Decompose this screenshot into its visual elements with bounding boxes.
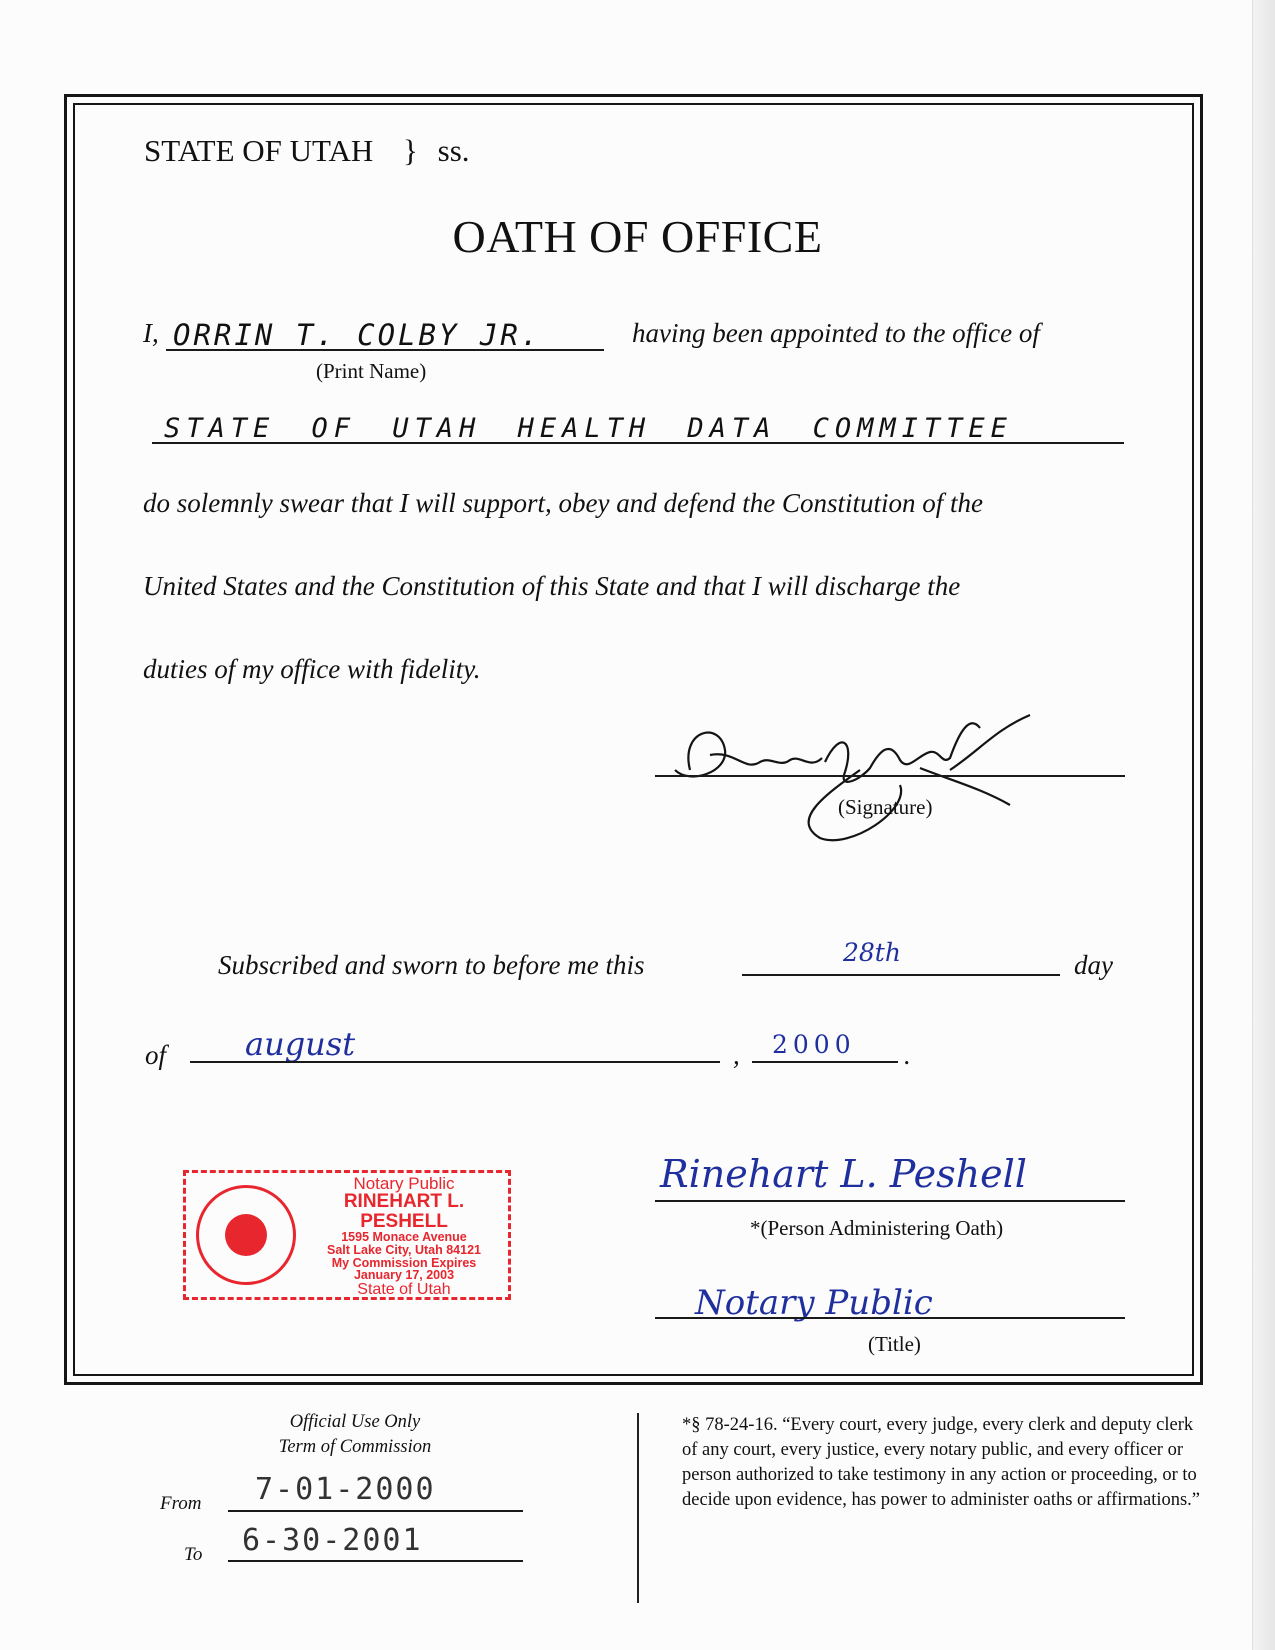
comma: , xyxy=(733,1040,740,1070)
oath-line-1: do solemnly swear that I will support, obey and defend the Constitution of the xyxy=(143,488,983,518)
official-use-heading xyxy=(175,1410,535,1460)
year-line xyxy=(752,1061,898,1063)
stamp-line-3: 1595 Monace Avenue xyxy=(341,1230,467,1245)
stamp-line-5: My Commission Expires xyxy=(331,1255,477,1270)
of-word: of xyxy=(145,1040,167,1070)
year-handwritten: 2000 xyxy=(772,1030,856,1059)
stamp-text xyxy=(304,1175,504,1298)
day-word: day xyxy=(1074,950,1113,980)
appointed-text: having been appointed to the office of xyxy=(632,318,1040,348)
to-line xyxy=(228,1560,523,1562)
stamp-line-7: State of Utah xyxy=(357,1281,451,1299)
month-line xyxy=(190,1061,720,1063)
page-title: OATH OF OFFICE xyxy=(452,211,823,262)
name-line xyxy=(166,349,604,351)
office-handwritten: STATE OF UTAH HEALTH DATA COMMITTEE xyxy=(164,413,1013,444)
brace: } xyxy=(403,133,418,168)
state-seal-icon xyxy=(196,1185,296,1285)
state-header xyxy=(144,133,470,169)
footer-divider xyxy=(637,1413,639,1603)
officer-name-handwritten: ORRIN T. COLBY JR. xyxy=(173,318,542,352)
signature-line xyxy=(655,775,1125,777)
administrator-line xyxy=(655,1200,1125,1202)
oath-line-3: duties of my office with fidelity. xyxy=(143,654,481,684)
month-handwritten: august xyxy=(245,1025,356,1063)
to-value: 6-30-2001 xyxy=(242,1523,423,1558)
from-value: 7-01-2000 xyxy=(255,1472,436,1507)
administrator-signature: Rinehart L. Peshell xyxy=(660,1152,1027,1196)
subscribed-text: Subscribed and sworn to before me this xyxy=(218,950,645,980)
stamp-line-6: January 17, 2003 xyxy=(353,1268,455,1283)
administrator-caption: *(Person Administering Oath) xyxy=(750,1216,1004,1240)
term-of-commission-line: Term of Commission xyxy=(278,1437,432,1457)
from-label: From xyxy=(160,1493,202,1514)
stamp-line-4: Salt Lake City, Utah 84121 xyxy=(326,1242,481,1257)
title-line xyxy=(655,1317,1125,1319)
oath-line-2: United States and the Constitution of this State and that I will discharge the xyxy=(143,571,961,601)
notary-stamp xyxy=(183,1170,511,1300)
from-line xyxy=(228,1510,523,1512)
statute-footnote: *§ 78-24-16. “Every court, every judge, every clerk and deputy clerk of any court, every justice, every notary public, and every officer or person authorized to take testimony in any action or proceeding, or to decide upon evidence, has power to administer oaths or affirmations.” xyxy=(682,1415,1201,1510)
title-caption: (Title) xyxy=(868,1332,921,1356)
oath-prefix: I, xyxy=(143,318,159,348)
office-line xyxy=(152,442,1124,444)
day-line xyxy=(742,974,1060,976)
period: . xyxy=(904,1040,911,1070)
ss-label: ss. xyxy=(437,133,470,168)
to-label: To xyxy=(184,1544,203,1565)
day-handwritten: 28th xyxy=(843,938,901,967)
stamp-line-2: RINEHART L. PESHELL xyxy=(343,1191,465,1232)
official-use-line: Official Use Only xyxy=(289,1412,421,1432)
signature-caption: (Signature) xyxy=(838,795,933,819)
print-name-caption: (Print Name) xyxy=(316,359,427,383)
stamp-line-1: Notary Public xyxy=(353,1174,455,1193)
officer-signature xyxy=(650,710,1070,845)
title-handwritten: Notary Public xyxy=(695,1283,933,1323)
state-label: STATE OF UTAH xyxy=(144,133,374,168)
